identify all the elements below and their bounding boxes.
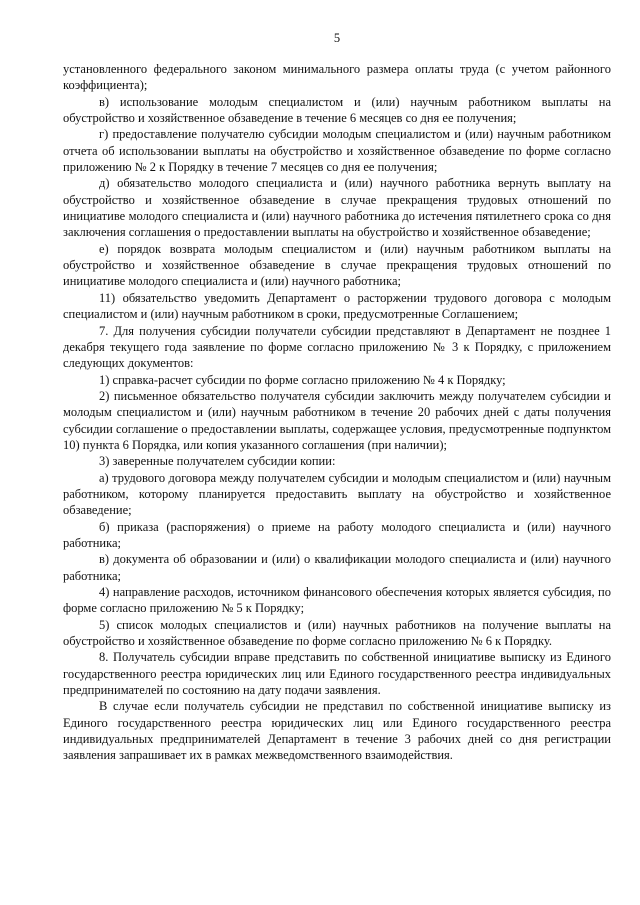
page-number: 5	[333, 31, 341, 45]
paragraph-item-d: д) обязательство молодого специалиста и (или) научного работника вернуть выплату на обустройство и хозяйственное обзаведение в случае прекращения трудовых отношений по инициативе молодого специалиста и (или) научного работника до истечения пятилетнего срока со дня заключения соглашения о предоставлении выплаты на обустройство и хозяйственное обзаведение;	[63, 176, 611, 240]
paragraph-item-v: в) использование молодым специалистом и (или) научным работником выплаты на обустройство и хозяйственное обзаведение в течение 6 месяцев со дня ее получения;	[63, 94, 611, 126]
paragraph-item-1: 1) справка-расчет субсидии по форме согласно приложению № 4 к Порядку;	[99, 372, 506, 387]
paragraph-item-2: 2) письменное обязательство получателя субсидии заключить между получателем субсидии и молодым специалистом и (или) научным работником в течение 20 рабочих дней с даты получения субсидии соглашение о предоставлении выплаты, содержащее условия, предусмотренные подпунктом 10) пункта 6 Порядка, или копия указанного соглашения (при наличии);	[63, 388, 611, 452]
paragraph-item-e: е) порядок возврата молодым специалистом и (или) научным работником выплаты на обустройство и хозяйственное обзаведение в случае прекращения трудовых отношений по инициативе молодого специалиста и (или) научного работника;	[63, 241, 611, 289]
paragraph-section-8: 8. Получатель субсидии вправе представить по собственной инициативе выписку из Единого государственного реестра юридических лиц или Единого государственного реестра индивидуальных предпринимателей по состоянию на дату подачи заявления.	[63, 650, 611, 698]
paragraph-item-4: 4) направление расходов, источником финансового обеспечения которых является субсидия, по форме согласно приложению № 5 к Порядку;	[63, 585, 611, 616]
paragraph-item-v2: в) документа об образовании и (или) о квалификации молодого специалиста и (или) научного работника;	[63, 552, 611, 583]
paragraph-item-a: а) трудового договора между получателем субсидии и молодым специалистом и (или) научным работником, которому планируется предоставить выплату на обустройство и хозяйственное обзаведение;	[63, 470, 611, 518]
document-body	[63, 61, 611, 764]
paragraph-item-5: 5) список молодых специалистов и (или) научных работников на получение выплаты на обустройство и хозяйственное обзаведение по форме согласно приложению № 6 к Порядку.	[63, 617, 611, 649]
paragraph-item-g: г) предоставление получателю субсидии молодым специалистом и (или) научным работником отчета об использовании выплаты на обустройство и хозяйственное обзаведение по форме согласно приложению № 2 к Порядку в течение 7 месяцев со дня ее получения;	[63, 127, 611, 175]
paragraph-section-7: 7. Для получения субсидии получатели субсидии представляют в Департамент не позднее 1 декабря текущего года заявление по форме согласно приложению № 3 к Порядку, с приложением следующих документов:	[63, 323, 611, 371]
paragraph-item-3: 3) заверенные получателем субсидии копии:	[99, 454, 336, 469]
paragraph-section-8-continued: В случае если получатель субсидии не представил по собственной инициативе выписку из Единого государственного реестра юридических лиц или Единого государственного реестра индивидуальных предпринимателей Департамент в течение 3 рабочих дней со дня регистрации заявления запрашивает их в рамках межведомственного взаимодействия.	[63, 699, 611, 763]
paragraph-item-11: 11) обязательство уведомить Департамент о расторжении трудового договора с молодым специалистом и (или) научным работником в сроки, предусмотренные Соглашением;	[63, 290, 611, 322]
paragraph-continuation: установленного федерального законом минимального размера оплаты труда (с учетом районного коэффициента);	[63, 62, 611, 93]
paragraph-item-b: б) приказа (распоряжения) о приеме на работу молодого специалиста и (или) научного работника;	[63, 519, 611, 550]
